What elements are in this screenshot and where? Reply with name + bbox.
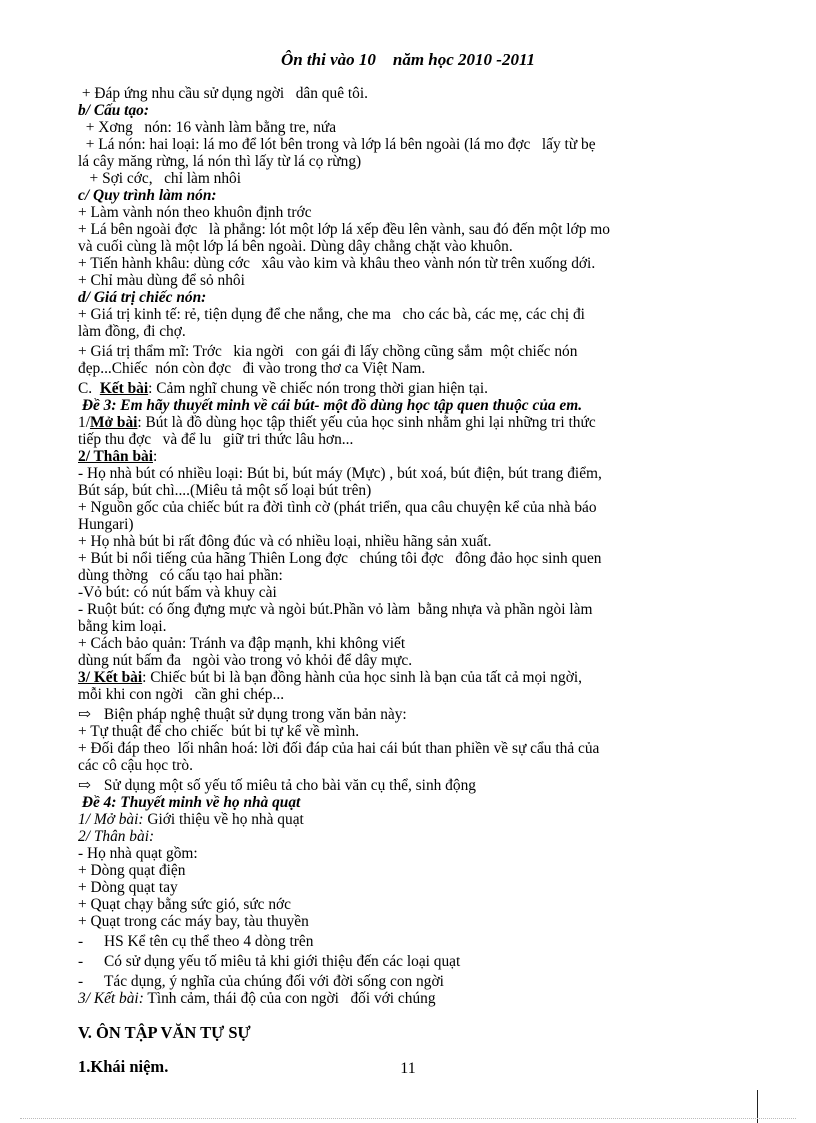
text-line: làm đồng, đi chợ. (78, 323, 186, 340)
heading-de-3: Đề 3: Em hãy thuyết minh về cái bút- một đồ dùng học tập quen thuộc của em. (78, 397, 583, 414)
dash-item (78, 953, 746, 970)
mo-bai-3-prefix: 1/ (78, 414, 90, 431)
ket-bai-3 (78, 669, 746, 686)
text-line: + Bút bi nổi tiếng của hãng Thiên Long đợc chúng tôi đợc đông đảo học sinh quen (78, 550, 602, 567)
arrow-line (78, 706, 746, 723)
arrow-text: Biện pháp nghệ thuật sử dụng trong văn bản này: (100, 706, 407, 723)
than-bai-4-label: 2/ Thân bài: (78, 828, 155, 845)
text-line: Bút sáp, bút chì....(Miêu tả một số loại bút trên) (78, 482, 372, 499)
ket-bai-3-text: : Chiếc bút bi là bạn đồng hành của học sinh là bạn của tất cả mọi ngời, (142, 669, 582, 686)
text-line: + Đối đáp theo lối nhân hoá: lời đối đáp của hai cái bút than phiền về sự cẩu thả của (78, 740, 600, 757)
than-bai-3-text: : (153, 448, 158, 465)
arrow-line (78, 777, 746, 794)
subheading-gia-tri: d/ Giá trị chiếc nón: (78, 289, 207, 306)
page-header: Ôn thi vào 10 năm học 2010 -2011 (280, 50, 536, 69)
dash-item-text: Tác dụng, ý nghĩa của chúng đối với đời sống con ngời (104, 973, 444, 990)
text-line: -Vỏ bút: có nút bấm và khuy cài (78, 584, 277, 601)
subheading-cau-tao: b/ Cấu tạo: (78, 102, 149, 119)
text-line: + Dòng quạt tay (78, 879, 178, 896)
text-line: tiếp thu đợc và để lu giữ tri thức lâu hơn... (78, 431, 354, 448)
text-line: + Chỉ màu dùng để sỏ nhôi (78, 272, 245, 289)
ket-bai-1-prefix: C. (78, 380, 100, 397)
dash-icon: - (78, 933, 84, 950)
text-line: mỗi khi con ngời cần ghi chép... (78, 686, 285, 703)
text-line: + Xơng nón: 16 vành làm bằng tre, nứa (78, 119, 337, 136)
page-number: 11 (400, 1060, 416, 1077)
mo-bai-3 (78, 414, 746, 431)
ket-bai-4 (78, 990, 746, 1007)
ket-bai-3-label: 3/ Kết bài (78, 669, 143, 686)
text-line: + Tiến hành khâu: dùng cớc xâu vào kim và khâu theo vành nón từ trên xuống dới. (78, 255, 596, 272)
arrow-icon: ⇨ (78, 706, 91, 723)
text-line: - Ruột bút: có ống đựng mực và ngòi bút.Phần vỏ làm bằng nhựa và phần ngòi làm (78, 601, 593, 618)
text-line: và cuối cùng là một lớp lá bên ngoài. Dùng dây chằng chặt vào khuôn. (78, 238, 513, 255)
mo-bai-4 (78, 811, 746, 828)
text-line: + Giá trị thẩm mĩ: Trớc kia ngời con gái đi lấy chồng cũng sắm một chiếc nón (78, 343, 578, 360)
text-line: + Quạt chạy bằng sức gió, sức nớc (78, 896, 292, 913)
text-line: + Dòng quạt điện (78, 862, 186, 879)
dash-icon: - (78, 973, 84, 990)
ket-bai-1-text: : Cảm nghĩ chung về chiếc nón trong thời gian hiện tại. (148, 380, 488, 397)
text-line: + Nguồn gốc của chiếc bút ra đời tình cờ (phát triển, qua câu chuyện kể của nhà báo (78, 499, 597, 516)
text-line: Hungari) (78, 516, 134, 533)
dash-icon: - (78, 953, 84, 970)
dash-item-text: HS Kể tên cụ thể theo 4 dòng trên (104, 933, 314, 950)
section-title: V. ÔN TẬP VĂN TỰ SỰ (78, 1022, 251, 1042)
ket-bai-1 (78, 380, 746, 397)
mo-bai-3-text: : Bút là đồ dùng học tập thiết yếu của học sinh nhằm ghi lại những tri thức (137, 414, 596, 431)
khai-niem-label: 1.Khái niệm (78, 1057, 165, 1076)
text-line: + Tự thuật để cho chiếc bút bi tự kể về mình. (78, 723, 360, 740)
heading-de-4: Đề 4: Thuyết minh về họ nhà quạt (78, 794, 301, 811)
text-line: - Họ nhà quạt gồm: (78, 845, 198, 862)
document-body (78, 85, 746, 1093)
ket-bai-4-label: 3/ Kết bài: (78, 990, 144, 1007)
than-bai-3-label: 2/ Thân bài (78, 448, 153, 465)
text-line: + Sợi cớc, chỉ làm nhôi (78, 170, 242, 187)
text-line: - Họ nhà bút có nhiều loại: Bút bi, bút máy (Mực) , bút xoá, bút điện, bút trang điểm, (78, 465, 602, 482)
than-bai-3 (78, 448, 746, 465)
ket-bai-4-text: Tình cảm, thái độ của con ngời đối với chúng (143, 990, 436, 1007)
khai-niem-text: . (164, 1057, 169, 1076)
ket-bai-1-label: Kết bài (99, 380, 149, 397)
text-line: dùng thờng có cấu tạo hai phần: (78, 567, 283, 584)
text-line: + Lá bên ngoài đợc là phẳng: lót một lớp lá xếp đều lên vành, sau đó đến một lớp mo (78, 221, 610, 238)
arrow-text: Sử dụng một số yếu tố miêu tả cho bài văn cụ thể, sinh động (100, 777, 476, 794)
text-line: + Giá trị kinh tế: rẻ, tiện dụng để che nắng, che ma cho các bà, các mẹ, các chị đi (78, 306, 585, 323)
text-line: + Lá nón: hai loại: lá mo để lót bên trong và lớp lá bên ngoài (lá mo đợc lấy từ bẹ (78, 136, 596, 153)
text-line: + Đáp ứng nhu cầu sử dụng ngời dân quê tôi. (78, 85, 368, 102)
text-line: đẹp...Chiếc nón còn đợc đi vào trong thơ ca Việt Nam. (78, 360, 426, 377)
text-line: dùng nút bấm đa ngòi vào trong vỏ khỏi để dây mực. (78, 652, 413, 669)
page-edge (20, 1118, 796, 1119)
dash-item-text: Có sử dụng yếu tố miêu tả khi giới thiệu đến các loại quạt (104, 953, 461, 970)
text-line: + Làm vành nón theo khuôn định trớc (78, 204, 312, 221)
mo-bai-4-text: Giới thiệu về họ nhà quạt (143, 811, 304, 828)
text-line: lá cây măng rừng, lá nón thì lấy từ lá cọ rừng) (78, 153, 362, 170)
mo-bai-4-label: 1/ Mở bài: (78, 811, 144, 828)
text-line: bằng kim loại. (78, 618, 167, 635)
subheading-quy-trinh: c/ Quy trình làm nón: (78, 187, 217, 204)
mo-bai-3-label: Mở bài (89, 414, 138, 431)
arrow-icon: ⇨ (78, 777, 91, 794)
text-line: các cô cậu học trò. (78, 757, 193, 774)
text-line: + Cách bảo quản: Tránh va đập mạnh, khi không viết (78, 635, 406, 652)
dash-item (78, 973, 746, 990)
text-line: + Họ nhà bút bi rất đông đúc và có nhiều loại, nhiều hãng sản xuất. (78, 533, 492, 550)
dash-item (78, 933, 746, 950)
text-line: + Quạt trong các máy bay, tàu thuyền (78, 913, 309, 930)
